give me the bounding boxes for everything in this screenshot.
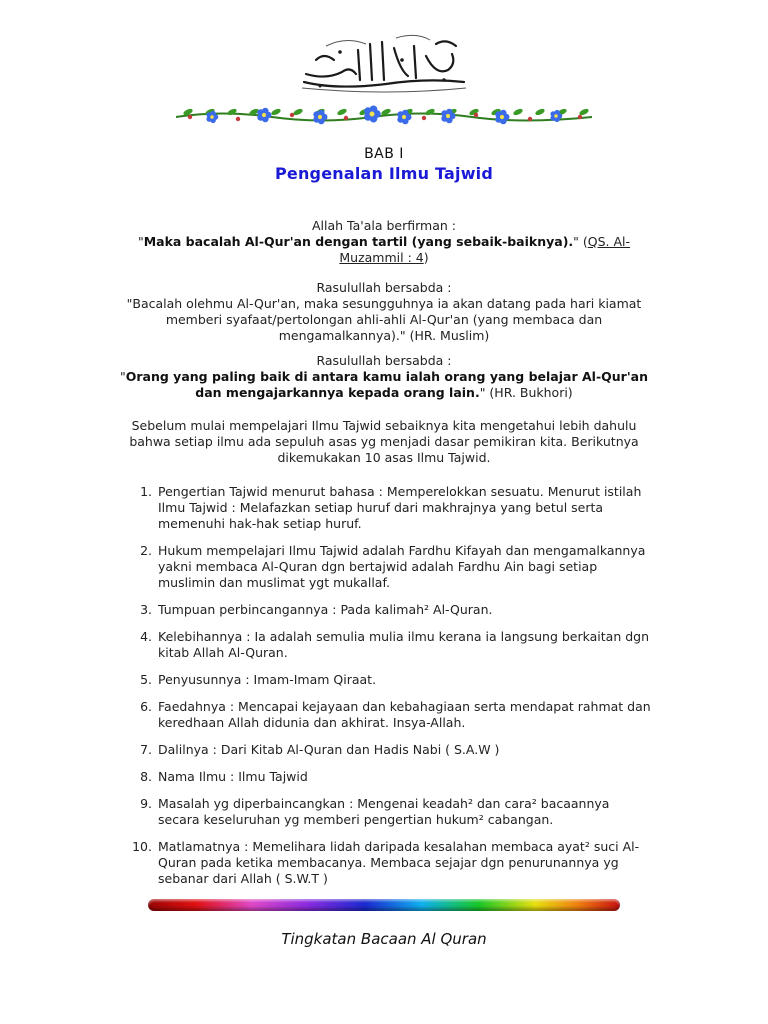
asas-list bbox=[132, 484, 652, 887]
list-item-number: 3. bbox=[140, 602, 152, 617]
list-item bbox=[132, 672, 652, 688]
floral-vine-divider-icon bbox=[172, 102, 596, 132]
list-item-number: 9. bbox=[140, 796, 152, 811]
quote-hadith-muslim bbox=[114, 280, 654, 344]
list-item-text: Tumpuan perbincangannya : Pada kalimah² Al-Quran. bbox=[158, 602, 493, 617]
list-item-text: Kelebihannya : Ia adalah semulia mulia ilmu kerana ia langsung berkaitan dgn kitab Allah Al-Quran. bbox=[158, 629, 650, 660]
quote-text: Maka bacalah Al-Qur'an dengan tartil (yang sebaik-baiknya). bbox=[143, 234, 574, 249]
list-item-number: 6. bbox=[140, 699, 152, 714]
list-item bbox=[132, 629, 652, 661]
list-item-text: Pengertian Tajwid menurut bahasa : Memperelokkan sesuatu. Menurut istilah Ilmu Tajwid : Melafazkan setiap huruf dari makhrajnya yang betul serta memenuhi hak-hak setiap huruf. bbox=[158, 484, 642, 531]
list-item-number: 8. bbox=[140, 769, 152, 784]
list-item-text: Faedahnya : Mencapai kejayaan dan kebahagiaan serta mendapat rahmat dan keredhaan Allah didunia dan akhirat. Insya-Allah. bbox=[158, 699, 651, 730]
quote-intro: Rasulullah bersabda : bbox=[316, 353, 452, 368]
quote-reference-link[interactable]: QS. Al-Muzammil : 4 bbox=[339, 234, 631, 265]
list-item bbox=[132, 699, 652, 731]
list-item-text: Matlamatnya : Memelihara lidah daripada kesalahan membaca ayat² suci Al-Quran pada ketika membacanya. Membaca sejajar dgn penurunannya yg sebanar dari Allah ( S.W.T ) bbox=[158, 839, 640, 886]
list-item bbox=[132, 769, 652, 785]
quote-text: Orang yang paling baik di antara kamu ialah orang yang belajar Al-Qur'an dan mengajarkannya kepada orang lain. bbox=[125, 369, 648, 400]
quote-hadith-bukhori bbox=[114, 353, 654, 401]
intro-paragraph: Sebelum mulai mempelajari Ilmu Tajwid sebaiknya kita mengetahui lebih dahulu bahwa setiap ilmu ada sepuluh asas yg menjadi dasar pemikiran kita. Berikutnya dikemukakan 10 asas Ilmu Tajwid. bbox=[129, 418, 639, 465]
list-item-number: 1. bbox=[140, 484, 152, 499]
list-item bbox=[132, 742, 652, 758]
bismillah-calligraphy-icon bbox=[296, 30, 472, 96]
quote-body: "Maka bacalah Al-Qur'an dengan tartil (yang sebaik-baiknya)." (QS. Al-Muzammil : 4) bbox=[137, 234, 631, 265]
page-title: Pengenalan Ilmu Tajwid bbox=[274, 164, 494, 183]
list-item-number: 10. bbox=[132, 839, 152, 854]
list-item bbox=[132, 484, 652, 532]
quote-body: "Orang yang paling baik di antara kamu ialah orang yang belajar Al-Qur'an dan mengajarkannya kepada orang lain." (HR. Bukhori) bbox=[120, 369, 648, 400]
list-item bbox=[132, 839, 652, 887]
list-item-number: 7. bbox=[140, 742, 152, 757]
quote-body: "Bacalah olehmu Al-Qur'an, maka sesungguhnya ia akan datang pada hari kiamat memberi syafaat/pertolongan ahli-ahli Al-Qur'an (yang membaca dan mengamalkannya)." (HR. Muslim) bbox=[126, 296, 642, 343]
list-item bbox=[132, 543, 652, 591]
list-item-text: Penyusunnya : Imam-Imam Qiraat. bbox=[158, 672, 377, 687]
chapter-label: BAB I bbox=[364, 146, 404, 162]
rainbow-bar-divider-icon bbox=[148, 899, 620, 911]
list-item bbox=[132, 796, 652, 828]
list-item-number: 2. bbox=[140, 543, 152, 558]
section-title: Tingkatan Bacaan Al Quran bbox=[281, 930, 487, 948]
list-item bbox=[132, 602, 652, 618]
list-item-text: Nama Ilmu : Ilmu Tajwid bbox=[158, 769, 308, 784]
list-item-text: Masalah yg diperbaincangkan : Mengenai keadah² dan cara² bacaannya secara keseluruhan yg memberi pengertian hukum² cabangan. bbox=[158, 796, 610, 827]
quote-intro: Rasulullah bersabda : bbox=[316, 280, 452, 295]
list-item-number: 5. bbox=[140, 672, 152, 687]
list-item-text: Hukum mempelajari Ilmu Tajwid adalah Fardhu Kifayah dan mengamalkannya yakni membaca Al-Quran dgn bertajwid adalah Fardhu Ain bagi setiap muslimin dan muslimat ygt mukallaf. bbox=[158, 543, 646, 590]
list-item-text: Dalilnya : Dari Kitab Al-Quran dan Hadis Nabi ( S.A.W ) bbox=[158, 742, 500, 757]
quote-quran bbox=[114, 218, 654, 266]
list-item-number: 4. bbox=[140, 629, 152, 644]
quote-intro: Allah Ta'ala berfirman : bbox=[312, 218, 456, 233]
